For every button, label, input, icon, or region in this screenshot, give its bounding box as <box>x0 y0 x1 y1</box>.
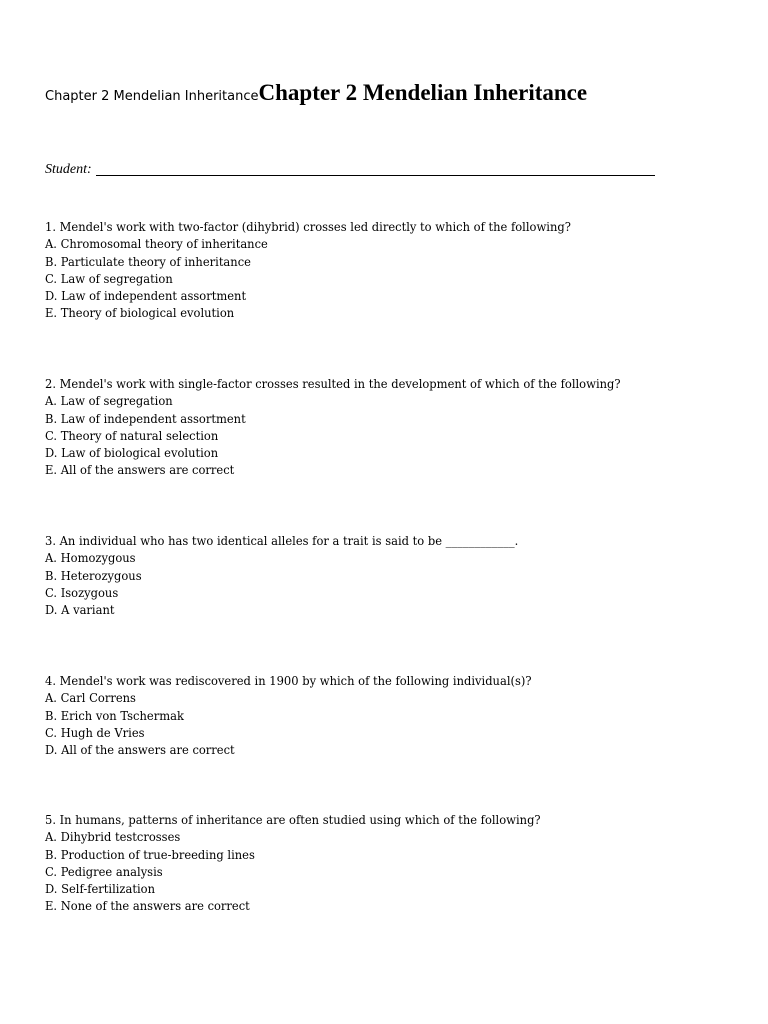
answer-option: C. Isozygous <box>45 584 119 600</box>
answer-option: E. All of the answers are correct <box>45 462 235 478</box>
answer-option: E. None of the answers are correct <box>45 898 250 914</box>
answer-option: A. Homozygous <box>45 550 136 566</box>
question-stem: 4. Mendel's work was rediscovered in 1900 by which of the following individual(s)? <box>45 673 532 688</box>
answer-option: A. Law of segregation <box>45 393 173 409</box>
answer-option: B. Law of independent assortment <box>45 410 246 426</box>
question-stem: 5. In humans, patterns of inheritance are often studied using which of the following? <box>45 812 541 827</box>
answer-option: C. Pedigree analysis <box>45 863 163 879</box>
student-name-row <box>45 161 655 178</box>
question-4 <box>45 672 689 758</box>
student-name-line[interactable] <box>96 161 655 176</box>
answer-option: A. Dihybrid testcrosses <box>45 829 181 845</box>
question-5 <box>45 811 689 915</box>
answer-option: B. Particulate theory of inheritance <box>45 253 251 269</box>
question-stem: 2. Mendel's work with single-factor crosses resulted in the development of which of the following? <box>45 376 621 391</box>
answer-option: C. Hugh de Vries <box>45 724 145 740</box>
answer-option: D. Law of independent assortment <box>45 288 247 304</box>
header-small-title: Chapter 2 Mendelian Inheritance <box>45 89 259 104</box>
header-big-title: Chapter 2 Mendelian Inheritance <box>258 80 588 105</box>
question-stem: 3. An individual who has two identical alleles for a trait is said to be ____________. <box>45 533 519 548</box>
answer-option: D. Self-fertilization <box>45 881 155 897</box>
question-3 <box>45 532 689 618</box>
student-label: Student: <box>45 162 92 177</box>
answer-option: A. Carl Correns <box>45 690 136 706</box>
answer-option: D. Law of biological evolution <box>45 445 219 461</box>
answer-option: B. Heterozygous <box>45 567 142 583</box>
question-2 <box>45 375 689 479</box>
answer-option: D. A variant <box>45 602 115 618</box>
question-stem: 1. Mendel's work with two-factor (dihybrid) crosses led directly to which of the following? <box>45 219 571 234</box>
answer-option: B. Production of true-breeding lines <box>45 846 255 862</box>
answer-option: C. Theory of natural selection <box>45 427 219 443</box>
answer-option: A. Chromosomal theory of inheritance <box>45 236 268 252</box>
answer-option: D. All of the answers are correct <box>45 742 235 758</box>
answer-option: B. Erich von Tschermak <box>45 707 184 723</box>
page-header <box>45 80 587 110</box>
answer-option: E. Theory of biological evolution <box>45 305 235 321</box>
question-1 <box>45 218 689 322</box>
answer-option: C. Law of segregation <box>45 270 173 286</box>
